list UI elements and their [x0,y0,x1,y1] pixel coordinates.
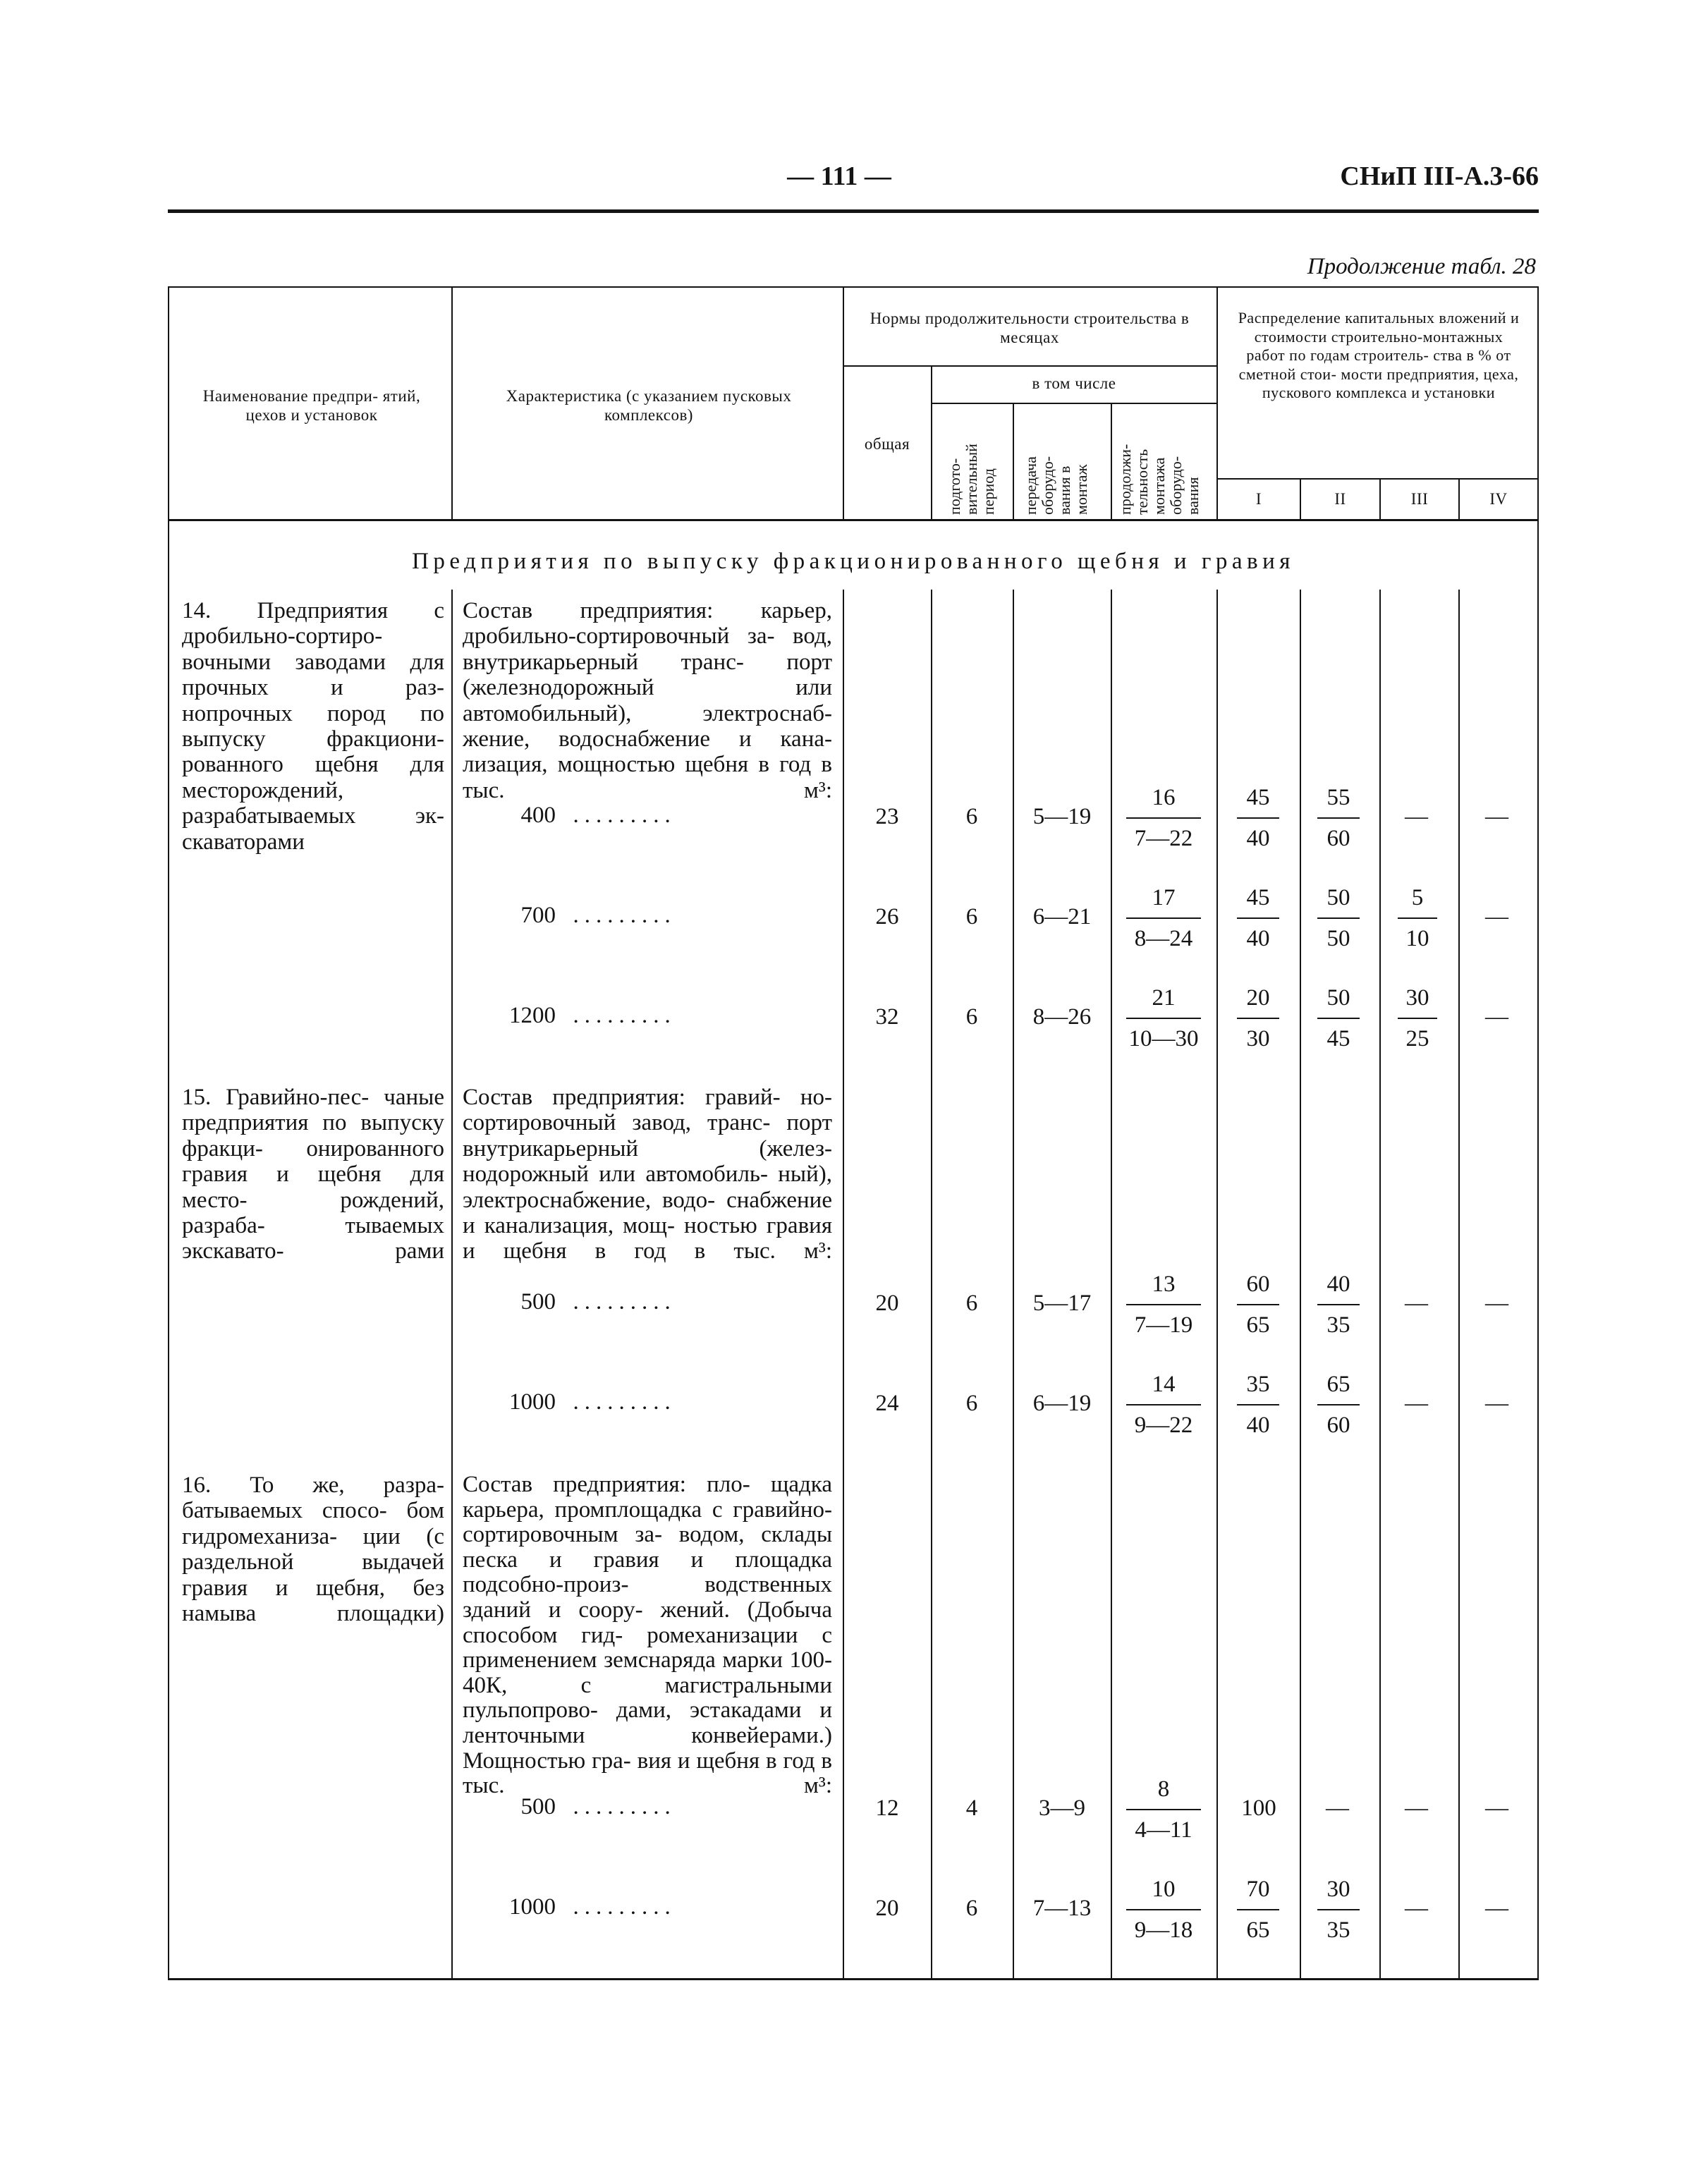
continuation-note: Продолжение табл. 28 [1307,254,1536,279]
installation-fraction: 10 9—18 [1121,1876,1206,1944]
year-1-fraction: 60 65 [1216,1271,1300,1338]
year-4-value: — [1485,1896,1508,1921]
year-1-fraction: 70 65 [1216,1876,1300,1944]
page-number: — 111 — [787,161,891,191]
header-duration-norms: Нормы продолжительности строительства в месяцах [870,310,1190,346]
year-3-value: — [1405,1896,1428,1921]
equipment-transfer: 3—9 [1039,1795,1085,1821]
dot-leader: ......... [561,1894,676,1920]
preparatory-period: 6 [965,1004,978,1030]
year-2-fraction: 65 60 [1296,1371,1381,1439]
entry-14-description: Состав предприятия: карьер, дробильно-сортировочный за- вод, внутрикарьерный транс- порт (железнодорожный или автомобильный), электроснаб- жение, водоснабжение и кана- лизация, мощностью щебня в год в тыс. м³: [463,598,832,803]
capacity-value: 500 [520,1794,556,1819]
document-code: СНиП III-А.3-66 [1340,161,1539,191]
installation-fraction: 17 8—24 [1121,884,1206,952]
header-including: в том числе [1032,374,1116,392]
equipment-transfer: 6—19 [1032,1391,1092,1416]
header-equipment-transfer: передача оборудо- вания в монтаж [1022,456,1090,515]
year-3-fraction: 5 10 [1375,884,1460,952]
year-1-fraction: 35 40 [1216,1371,1300,1439]
year-4-value: — [1485,804,1508,829]
year-2-fraction: 50 45 [1296,984,1381,1052]
header-year-3: III [1410,490,1429,508]
year-1-value: 100 [1241,1795,1276,1821]
year-2-fraction: 50 50 [1296,884,1381,952]
entry-16-name: 16. То же, разра- батываемых спосо- бом гидромеханиза- ции (с раздельной выдачей гравия и щебня, без намыва площадки) [182,1472,444,1627]
section-title: Предприятия по выпуску фракционированного щебня и гравия [412,549,1295,574]
preparatory-period: 6 [965,804,978,829]
year-2-fraction: 40 35 [1296,1271,1381,1338]
dot-leader: ......... [561,1794,676,1819]
installation-fraction: 21 10—30 [1121,984,1206,1052]
year-4-value: — [1485,1004,1508,1030]
capacity-value: 1200 [509,1003,556,1028]
header-installation-duration: продолжи- тельность монтажа оборудо- вания [1116,444,1202,515]
dot-leader: ......... [561,903,676,928]
entry-14-name: 14. Предприятия с дробильно-сортиро- вочными заводами для прочных и раз- нопрочных пород по выпуску фракциони- рованного щебня для месторождений, разрабатываемых эк- скаваторами [182,598,444,855]
dot-leader: ......... [561,1389,676,1415]
capacity-value: 1000 [509,1389,556,1415]
equipment-transfer: 5—17 [1032,1291,1092,1316]
installation-fraction: 16 7—22 [1121,784,1206,852]
year-4-value: — [1485,1795,1508,1821]
header-rule [168,209,1539,213]
total-duration: 20 [875,1291,899,1316]
entry-15-description: Состав предприятия: гравий- но-сортировочный завод, транс- порт внутрикарьерный (желез- нодорожный или автомобиль- ный), электроснабжение, водо- снабжение и канализация, мощ- ностью гравия и щебня в год в тыс. м³: [463,1085,832,1264]
year-2-value: — [1326,1795,1349,1821]
total-duration: 26 [875,904,899,929]
dot-leader: ......... [561,1289,676,1315]
header-distribution: Распределение капитальных вложений и стоимости строительно-монтажных работ по годам строитель- ства в % от сметной стои- мости предприятия, цеха, пускового комплекса и установки [1238,309,1520,401]
header-name-column: Наименование предпри- ятий, цехов и установок [202,387,421,424]
equipment-transfer: 5—19 [1032,804,1092,829]
year-3-value: — [1405,1291,1428,1316]
total-duration: 24 [875,1391,899,1416]
preparatory-period: 6 [965,1291,978,1316]
installation-fraction: 14 9—22 [1121,1371,1206,1439]
capacity-value: 400 [520,803,556,828]
year-3-value: — [1405,804,1428,829]
header-characteristic-column: Характеристика (с указанием пусковых комплексов) [506,387,792,424]
year-3-fraction: 30 25 [1375,984,1460,1052]
total-duration: 20 [875,1896,899,1921]
year-4-value: — [1485,904,1508,929]
equipment-transfer: 8—26 [1032,1004,1092,1030]
dot-leader: ......... [561,803,676,828]
year-4-value: — [1485,1391,1508,1416]
header-year-4: IV [1489,490,1508,508]
header-year-2: II [1334,490,1346,508]
total-duration: 32 [875,1004,899,1030]
entry-15-name: 15. Гравийно-пес- чаные предприятия по выпуску фракци- онированного гравия и щебня для место- рождений, разраба- тываемых экскавато- рами [182,1085,444,1264]
installation-fraction: 13 7—19 [1121,1271,1206,1338]
preparatory-period: 6 [965,904,978,929]
year-4-value: — [1485,1291,1508,1316]
total-duration: 12 [875,1795,899,1821]
entry-16-description: Состав предприятия: пло- щадка карьера, промплощадка с гравийно-сортировочным за- водом, склады песка и гравия и площадка подсобно-произ- водственных зданий и соору- жений. (Добыча способом гид- ромеханизации с применением земснаряда марки 100-40К, с магистральными пульпопрово- дами, эстакадами и ленточными конвейерами.) Мощностью гра- вия и щебня в год в тыс. м³: [463,1472,832,1799]
preparatory-period: 6 [965,1391,978,1416]
year-1-fraction: 45 40 [1216,884,1300,952]
header-preparatory-period: подгото- вительный период [946,444,997,515]
capacity-value: 700 [520,903,556,928]
year-2-fraction: 55 60 [1296,784,1381,852]
year-2-fraction: 30 35 [1296,1876,1381,1944]
year-1-fraction: 20 30 [1216,984,1300,1052]
year-1-fraction: 45 40 [1216,784,1300,852]
preparatory-period: 4 [965,1795,978,1821]
total-duration: 23 [875,804,899,829]
year-3-value: — [1405,1391,1428,1416]
equipment-transfer: 7—13 [1032,1896,1092,1921]
capacity-value: 1000 [509,1894,556,1920]
header-total: общая [864,435,910,453]
year-3-value: — [1405,1795,1428,1821]
preparatory-period: 6 [965,1896,978,1921]
header-year-1: I [1255,490,1262,508]
capacity-value: 500 [520,1289,556,1315]
dot-leader: ......... [561,1003,676,1028]
installation-fraction: 8 4—11 [1121,1776,1206,1843]
equipment-transfer: 6—21 [1032,904,1092,929]
